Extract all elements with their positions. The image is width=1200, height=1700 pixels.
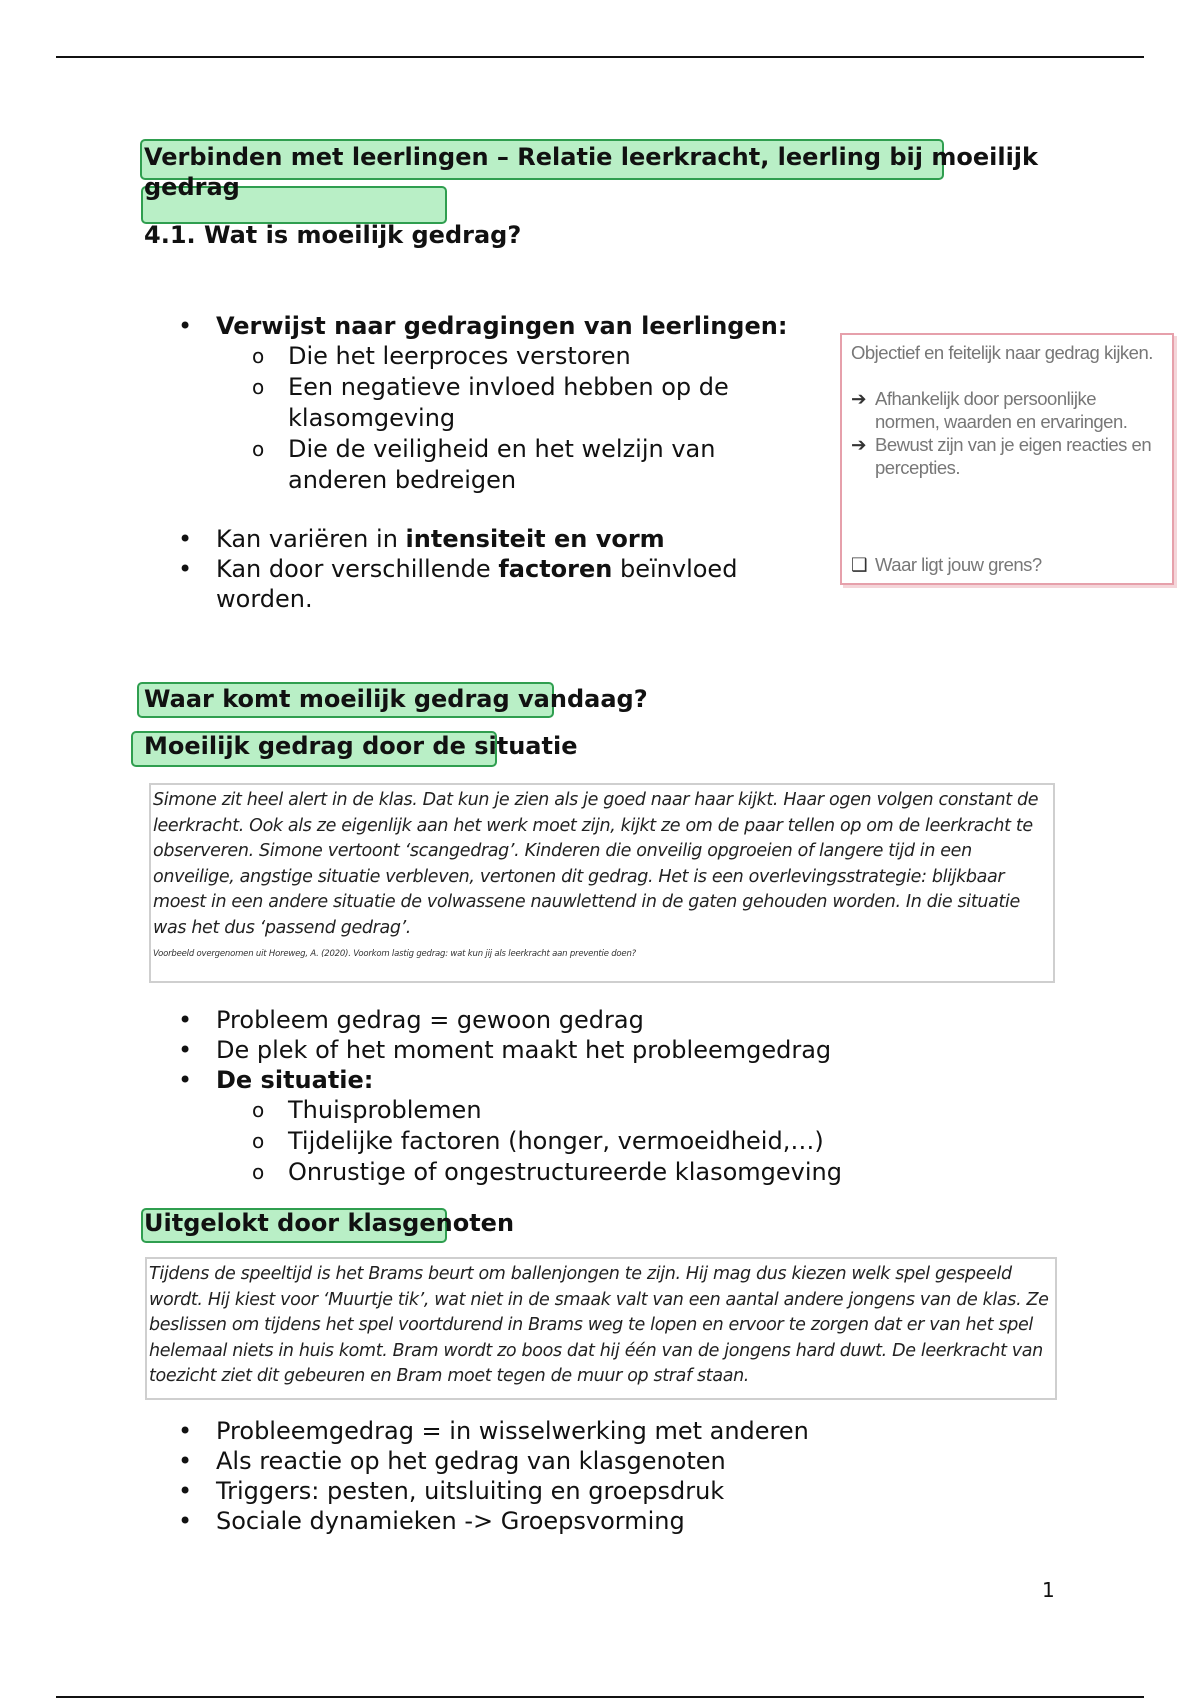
list-item: o Onrustige of ongestructureerde klasomgeving: [252, 1157, 1078, 1188]
main-heading-line1: Verbinden met leerlingen – Relatie leerkracht, leerling bij moeilijk: [144, 143, 1038, 171]
section-heading-situatie: Moeilijk gedrag door de situatie: [144, 732, 578, 760]
list-item: • De plek of het moment maakt het probleemgedrag: [178, 1035, 1078, 1065]
bullet-list-2: [178, 1005, 1078, 1188]
right-arrow-icon: ➔: [851, 434, 867, 455]
reflection-point: ➔ Afhankelijk door persoonlijke normen, waarden en ervaringen.: [851, 388, 1128, 432]
list-item: • Als reactie op het gedrag van klasgenoten: [178, 1446, 1078, 1476]
sub-list-1: [252, 341, 772, 496]
reflection-box: [840, 333, 1174, 585]
list-item: • Kan door verschillende factoren beïnvloed worden.: [178, 554, 818, 614]
bullet-list-3: [178, 1416, 1078, 1536]
list-item: o Een negatieve invloed hebben op de klasomgeving: [252, 372, 772, 434]
bottom-rule: [56, 1696, 1144, 1698]
list-item: • Sociale dynamieken -> Groepsvorming: [178, 1506, 1078, 1536]
list-item: • Verwijst naar gedragingen van leerlingen:: [178, 311, 818, 341]
list-item: • Probleem gedrag = gewoon gedrag: [178, 1005, 1078, 1035]
section-heading-waar: Waar komt moeilijk gedrag vandaag?: [144, 685, 648, 713]
list-item: • De situatie:: [178, 1065, 1078, 1095]
sub-list-2: [252, 1095, 1078, 1188]
example-source: Voorbeeld overgenomen uit Horeweg, A. (2020). Voorkom lastig gedrag: wat kun jij als leerkracht aan preventie doen?: [153, 948, 636, 959]
example-box-simone: [149, 783, 1055, 983]
main-heading-line2: gedrag: [144, 173, 240, 201]
reflection-point: ➔ Bewust zijn van je eigen reacties en percepties.: [851, 434, 1152, 478]
list-item: o Thuisproblemen: [252, 1095, 1078, 1126]
list-item: • Triggers: pesten, uitsluiting en groepsdruk: [178, 1476, 1078, 1506]
example-text: Tijdens de speeltijd is het Brams beurt om ballenjongen te zijn. Hij mag dus kiezen welk spel gespeeld wordt. Hij kiest voor ‘Muurtje tik’, wat niet in de smaak valt van een aantal andere jongens van de klas. Ze beslissen om tijdens het spel voortdurend in Brams weg te lopen en ervoor te zorgen dat er van het spel helemaal niets in huis komt. Bram wordt zo boos dat hij één van de jongens hard duwt. De leerkracht van toezicht ziet dit gebeuren en Bram moet tegen de muur op straf staan.: [149, 1264, 1049, 1387]
list-item: • Probleemgedrag = in wisselwerking met anderen: [178, 1416, 1078, 1446]
list-item: o Tijdelijke factoren (honger, vermoeidheid,…): [252, 1126, 1078, 1157]
section-heading-41: 4.1. Wat is moeilijk gedrag?: [144, 221, 522, 249]
example-box-bram: [145, 1257, 1057, 1400]
list-item: • Kan variëren in intensiteit en vorm: [178, 524, 818, 554]
main-heading: [144, 142, 1084, 202]
reflection-question: ❑ Waar ligt jouw grens?: [851, 554, 1042, 575]
reflection-title: Objectief en feitelijk naar gedrag kijken.: [851, 342, 1153, 363]
checkbox-icon: ❑: [851, 554, 868, 575]
page-number: 1: [1042, 1578, 1055, 1602]
list-item: o Die de veiligheid en het welzijn van anderen bedreigen: [252, 434, 772, 496]
right-arrow-icon: ➔: [851, 388, 867, 409]
top-rule: [56, 56, 1144, 58]
example-text: Simone zit heel alert in de klas. Dat kun je zien als je goed naar haar kijkt. Haar ogen volgen constant de leerkracht. Ook als ze eigenlijk aan het werk moet zijn, kijkt ze om de paar tellen op om de leerkracht te observeren. Simone vertoont ‘scangedrag’. Kinderen die onveilig opgroeien of langere tijd in een onveilige, angstige situatie verbleven, vertonen dit gedrag. Het is een overlevingsstrategie: blijkbaar moest in een andere situatie de volwassene nauwlettend in de gaten gehouden worden. In die situatie was het dus ‘passend gedrag’.: [153, 790, 1039, 938]
bullet-list-1: [178, 311, 818, 614]
section-heading-uitgelokt: Uitgelokt door klasgenoten: [144, 1209, 515, 1237]
list-item: o Die het leerproces verstoren: [252, 341, 772, 372]
